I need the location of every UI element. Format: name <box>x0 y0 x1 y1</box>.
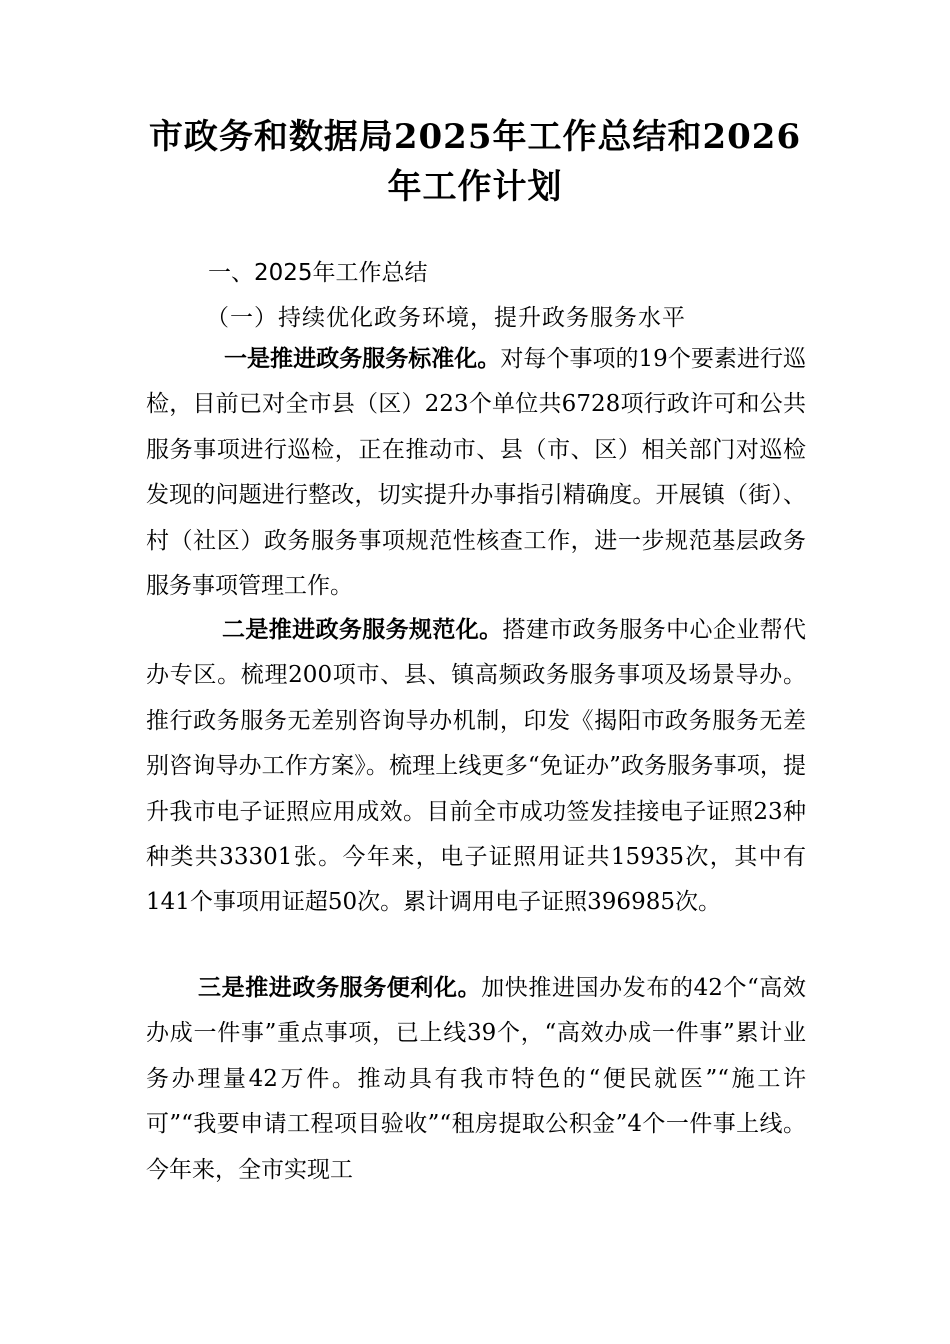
paragraph-body: 加快推进国办发布的42个“高效办成一件事”重点事项，已上线39个，“高效办成一件事”累计业务办理量42万件。推动具有我市特色的“便民就医”“施工许可”“我要申请工程项目验收”“租房提取公积金”4个一件事上线。今年来，全市实现工 <box>146 975 806 1183</box>
paragraph-lead: 三是推进政务服务便利化。 <box>198 975 482 1001</box>
paragraph-facilitation <box>146 966 806 1193</box>
subsection-heading: （一）持续优化政务环境，提升政务服务水平 <box>206 305 686 331</box>
paragraph-body: 对每个事项的19个要素进行巡检，目前已对全市县（区）223个单位共6728项行政许可和公共服务事项进行巡检，正在推动市、县（市、区）相关部门对巡检发现的问题进行整改，切实提升办事指引精确度。开展镇（街）、村（社区）政务服务事项规范性核查工作，进一步规范基层政务服务事项管理工作。 <box>146 346 806 600</box>
paragraph-lead: 二是推进政务服务规范化。 <box>222 617 503 643</box>
paragraph-lead: 一是推进政务服务标准化。 <box>224 346 501 372</box>
paragraph-normalization <box>146 608 806 926</box>
paragraph-body: 搭建市政务服务中心企业帮代办专区。梳理200项市、县、镇高频政务服务事项及场景导办。推行政务服务无差别咨询导办机制，印发《揭阳市政务服务无差别咨询导办工作方案》。梳理上线更多“免证办”政务服务事项，提升我市电子证照应用成效。目前全市成功签发挂接电子证照23种种类共33301张。今年来，电子证照用证共15935次，其中有141个事项用证超50次。累计调用电子证照396985次。 <box>146 617 806 916</box>
paragraph-standardization <box>146 337 806 609</box>
section-heading: 一、2025年工作总结 <box>208 260 428 286</box>
document-title: 市政务和数据局2025年工作总结和2026年工作计划 <box>148 117 802 207</box>
